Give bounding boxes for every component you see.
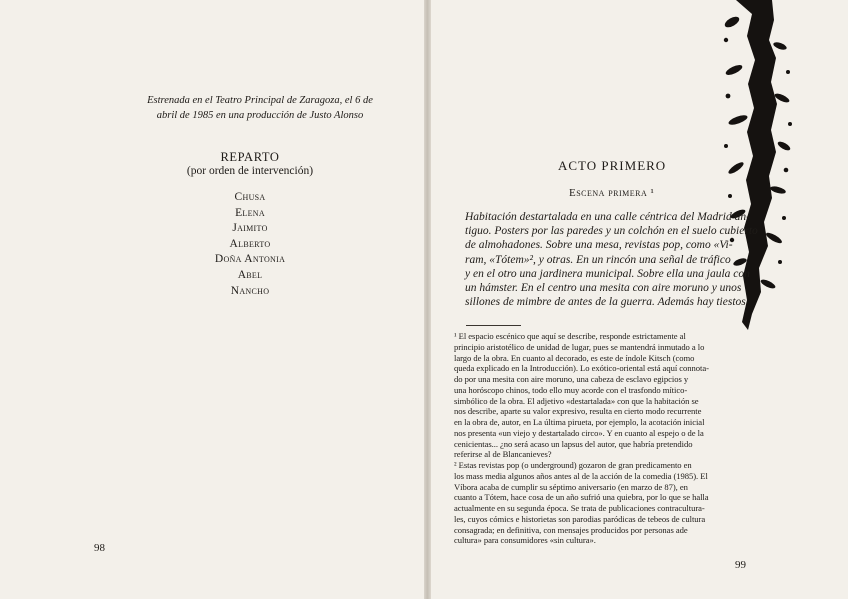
cast-member: Chusa — [234, 191, 266, 203]
footnote-line: nos presenta «un viejo y destartalado circo». Y en cuanto al espejo o de la — [454, 427, 704, 438]
premiere-note — [118, 93, 402, 123]
footnote-line: do por una mesita con aire moruno, una cabeza de esclavo egipcios y — [454, 374, 689, 384]
footnote-line: Víbora acaba de cumplir su séptimo aniversario (en marzo de 87), en — [454, 481, 688, 492]
cast-member: Nancho — [230, 284, 270, 297]
stage-direction-line: un hámster. En el centro una mesita con aire moruno y unos — [465, 282, 742, 295]
footnote-line: ² Estas revistas pop (o underground) gozaron de gran predicamento en — [454, 460, 692, 470]
premiere-line: Estrenada en el Teatro Principal de Zaragoza, el 6 de — [147, 95, 373, 106]
footnote-line: simbólico de la obra. El adjetivo «destartalada» con que la habitación se — [454, 395, 699, 406]
stage-direction-line: ram, «Tótem»², y otras. En un rincón una señal de tráfico — [465, 253, 731, 266]
footnote-line: una horóscopo chinos, todo ello muy acorde con el trasfondo mítico- — [454, 384, 688, 395]
stage-direction-line: sillones de mimbre de antes de la guerra. Además hay tiestos — [465, 296, 746, 309]
footnote-line: en la obra de, autor, en La última pirueta, por ejemplo, la acotación inicial — [454, 417, 705, 427]
footnote-line: les, cuyos cómics e historietas son parodias paródicas de tebeos de cultura — [454, 513, 706, 524]
cast-member: Jaimito — [232, 222, 268, 235]
footnote-divider — [466, 325, 521, 326]
footnote-line: referirse al de Blancanieves? — [454, 449, 552, 460]
footnote-line: nos describe, aparte su valor expresivo, resulta en cierto modo recurrente — [454, 406, 702, 417]
footnote-line: consagrada; en definitiva, con mensajes producidos por personas ade — [454, 524, 688, 535]
footnote-line: largo de la obra. En cuanto al decorado, es este de índole Kitsch (como — [454, 352, 695, 363]
footnote-line: actualmente en su segunda época. Se trata de publicaciones contraculturа- — [454, 503, 705, 513]
right-page — [431, 0, 848, 599]
reparto-heading: REPARTO — [220, 150, 280, 164]
footnote-line: cenicientas... ¿no será acaso un lapsus del autor, que habría pretendido — [454, 438, 693, 449]
book-gutter — [424, 0, 431, 599]
page-number-right: 99 — [735, 559, 746, 571]
premiere-line: abril de 1985 en una producción de Justo Alonso — [156, 110, 364, 121]
footnote-line: cultura» para consumidores «sin cultura». — [454, 535, 596, 546]
page-number-left: 98 — [94, 542, 105, 554]
stage-direction-line: Habitación destartalada en una calle céntrica del Madrid an- — [465, 211, 750, 223]
stage-direction-line: de almohadones. Sobre una mesa, revistas pop, como «Vi- — [465, 239, 733, 252]
stage-direction — [465, 210, 763, 309]
cast-list — [150, 190, 350, 299]
scene-title: Escena primera ¹ — [569, 187, 655, 199]
cast-member: Doña Antonia — [214, 253, 286, 266]
footnote-line: ¹ El espacio escénico que aquí se describe, responde estrictamente al — [454, 331, 686, 341]
cast-member: Alberto — [229, 237, 271, 250]
footnote-line: principio aristotélico de unidad de lugar, pues se mantendrá inmutado a lo — [454, 341, 705, 352]
stage-direction-line: y en el otro una jardinera municipal. Sobre ella una jaula con — [465, 267, 750, 280]
cast-member: Abel — [237, 268, 263, 281]
act-title: ACTO PRIMERO — [558, 158, 667, 173]
stage-direction-line: tiguo. Posters por las paredes y un colchón en el suelo cubierto — [465, 225, 758, 238]
footnotes — [454, 331, 781, 546]
footnote-line: queda explicado en la Introducción). Lo exótico-oriental está aquí connota- — [454, 363, 709, 374]
footnote-line: cuanto a Tótem, hace cosa de un año sufrió una quiebra, por lo que se halla — [454, 492, 709, 503]
footnote-line: los mass media algunos años antes al de la acción de la comedia (1985). El — [454, 470, 708, 481]
cast-member: Elena — [235, 206, 265, 219]
reparto-subtitle: (por orden de intervención) — [186, 165, 314, 177]
